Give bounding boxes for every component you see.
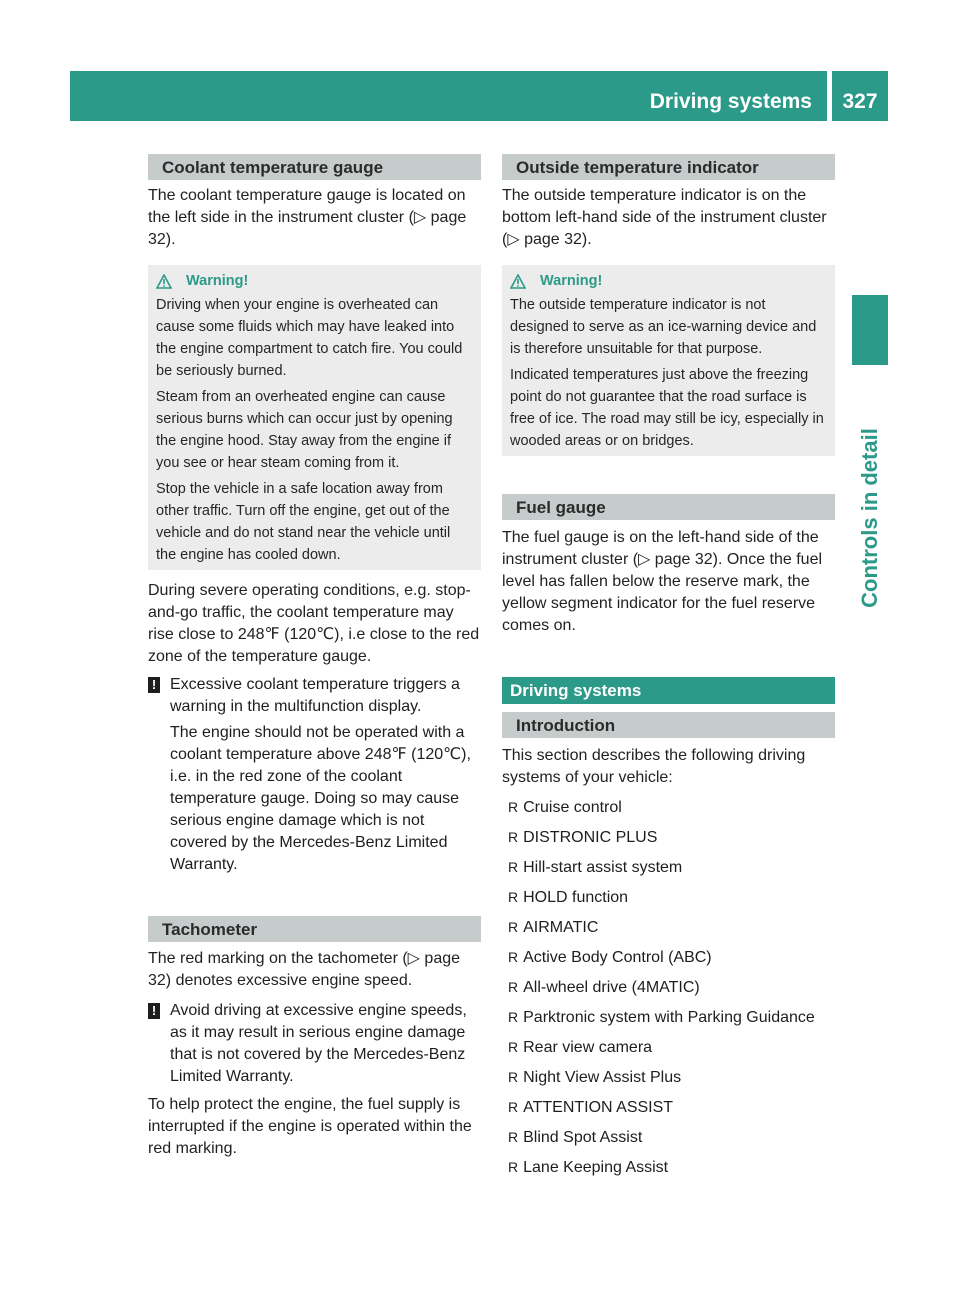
list-item: R All-wheel drive (4MATIC)	[508, 979, 700, 996]
header-title: Driving systems	[649, 90, 812, 113]
bullet-icon: R	[508, 1069, 519, 1085]
coolant-warning-header	[156, 270, 473, 292]
list-item: R Hill-start assist system	[508, 859, 683, 876]
warning-triangle-icon	[156, 274, 172, 289]
bullet-icon: R	[508, 1009, 519, 1025]
bullet-icon: R	[508, 1159, 519, 1175]
list-item: R Cruise control	[508, 799, 622, 816]
outside-temp-warning-paragraph: The outside temperature indicator is not designed to serve as an ice-warning device and is therefore unsuitable for that purpose.	[510, 297, 817, 357]
side-tab-label: Controls in detail	[857, 428, 882, 608]
outside-temp-warning-box	[502, 265, 835, 456]
outside-temp-warning-header	[510, 270, 827, 292]
right-column	[502, 154, 835, 1186]
coolant-intro: The coolant temperature gauge is located on the left side in the instrument cluster (▷ page 32).	[148, 187, 467, 248]
list-item: R AIRMATIC	[508, 919, 599, 936]
coolant-warning-paragraph: Driving when your engine is overheated can cause some fluids which may have leaked into the engine compartment to catch fire. You could be seriously burned.	[156, 297, 463, 379]
bullet-icon: R	[508, 1099, 519, 1115]
list-item: R Blind Spot Assist	[508, 1129, 643, 1146]
left-column	[148, 154, 481, 1160]
driving-systems-intro: This section describes the following driving systems of your vehicle:	[502, 747, 806, 786]
list-item: R DISTRONIC PLUS	[508, 829, 658, 846]
bullet-icon: R	[508, 949, 519, 965]
outside-temp-warning-paragraph: Indicated temperatures just above the freezing point do not guarantee that the road surface is free of ice. The road may still be icy, especially in wooded areas or on bridges.	[510, 367, 824, 449]
coolant-note-text: The engine should not be operated with a coolant temperature above 248℉ (120℃), i.e. in the red zone of the coolant temperature gauge. Doing so may cause serious engine damage which is not covered by the Mercedes-Benz Limited Warranty.	[170, 724, 471, 873]
outside-temp-heading: Outside temperature indicator	[502, 154, 835, 180]
tachometer-intro: The red marking on the tachometer (▷ page 32) denotes excessive engine speed.	[148, 950, 461, 989]
list-item: R Night View Assist Plus	[508, 1069, 682, 1086]
fuel-body: The fuel gauge is on the left-hand side of the instrument cluster (▷ page 32). Once the fuel level has fallen below the reserve mark, the yellow segment indicator for the fuel reserve comes on.	[502, 529, 823, 634]
outside-temp-intro: The outside temperature indicator is on the bottom left-hand side of the instrument cluster (▷ page 32).	[502, 187, 827, 248]
bullet-icon: R	[508, 1039, 519, 1055]
list-item: R Parktronic system with Parking Guidance	[508, 1009, 815, 1026]
tachometer-note-text: Avoid driving at excessive engine speeds, as it may result in serious engine damage that is not covered by the Mercedes-Benz Limited Warranty.	[170, 1002, 467, 1085]
side-tab-marker	[852, 295, 888, 365]
coolant-note-text: Excessive coolant temperature triggers a warning in the multifunction display.	[170, 676, 460, 715]
coolant-warning-paragraph: Steam from an overheated engine can cause serious burns which can occur just by opening the engine hood. Stay away from the engine if you see or hear steam coming from it.	[156, 389, 453, 471]
coolant-warning-paragraph: Stop the vehicle in a safe location away from other traffic. Turn off the engine, get out of the vehicle and do not stand near the vehicle until the engine has cooled down.	[156, 481, 451, 563]
list-item: R Rear view camera	[508, 1039, 653, 1056]
coolant-warning-box	[148, 265, 481, 570]
outside-temp-warning-title: Warning!	[540, 273, 603, 289]
coolant-heading: Coolant temperature gauge	[148, 154, 481, 180]
page-number: 327	[842, 90, 878, 113]
list-item: R Lane Keeping Assist	[508, 1159, 669, 1176]
bullet-icon: R	[508, 799, 519, 815]
fuel-heading: Fuel gauge	[502, 494, 835, 520]
coolant-note	[148, 674, 481, 876]
bullet-icon: R	[508, 829, 519, 845]
warning-triangle-icon	[510, 274, 526, 289]
page-header	[70, 71, 888, 121]
bullet-icon: R	[508, 919, 519, 935]
exclamation-icon: !	[148, 1003, 160, 1019]
tachometer-heading: Tachometer	[148, 916, 481, 942]
exclamation-icon: !	[148, 677, 160, 693]
coolant-warning-title: Warning!	[186, 273, 249, 289]
list-item: R ATTENTION ASSIST	[508, 1099, 674, 1116]
tachometer-note	[148, 1000, 481, 1088]
tachometer-body: To help protect the engine, the fuel supply is interrupted if the engine is operated within the red marking.	[148, 1096, 472, 1157]
bullet-icon: R	[508, 859, 519, 875]
bullet-icon: R	[508, 889, 519, 905]
list-item: R Active Body Control (ABC)	[508, 949, 712, 966]
side-tab	[852, 365, 888, 665]
list-item: R HOLD function	[508, 889, 629, 906]
bullet-icon: R	[508, 979, 519, 995]
driving-systems-list	[502, 796, 835, 1179]
coolant-body: During severe operating conditions, e.g. stop-and-go traffic, the coolant temperature may rise close to 248℉ (120℃), i.e close to the red zone of the temperature gauge.	[148, 582, 480, 665]
introduction-heading: Introduction	[502, 712, 835, 738]
driving-systems-section-heading: Driving systems	[502, 677, 835, 704]
bullet-icon: R	[508, 1129, 519, 1145]
